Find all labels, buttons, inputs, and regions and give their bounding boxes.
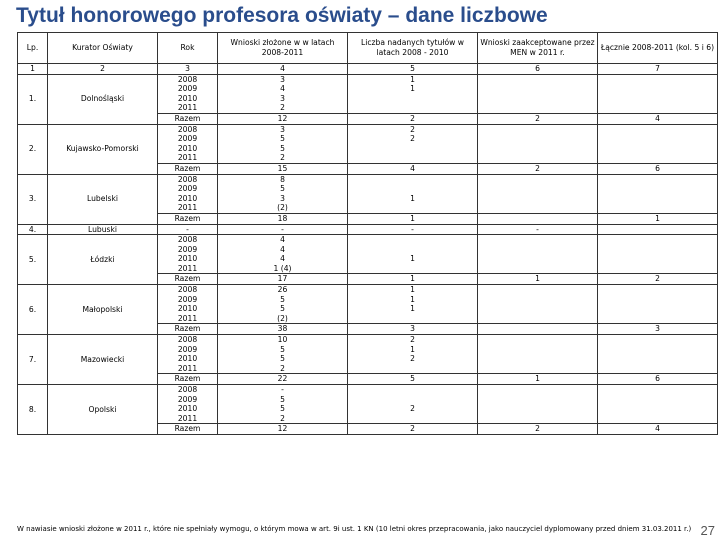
cell-line: 5 [280,304,285,314]
footnote: W nawiasie wnioski złożone w 2011 r., które nie spełniały wymogu, o którym mowa w art. 9i ust. 1 KN (10 letni okres przepracowania, jako nauczyciel dyplomowany przed dniem 31.03.2011 r.) [17,525,692,533]
kurator-name: Małopolski [48,285,158,335]
cell-line: 2009 [177,134,198,144]
cell-line: 2008 [177,285,198,295]
column-number: 6 [478,64,598,75]
men-cell [478,335,598,374]
total-men: 2 [478,424,598,435]
cell-line [350,94,475,104]
nadane-cell [348,235,478,274]
lacznie-cell [598,335,718,374]
total-nadane: 2 [348,113,478,124]
total-lacznie: 2 [598,274,718,285]
cell-line [350,144,475,154]
cell-line: 2 [410,335,415,345]
cell-line: 2011 [177,313,198,323]
cell-line: 4 [280,84,285,94]
total-wnioski: 22 [218,374,348,385]
header-cell: Lp. [18,33,48,64]
kurator-name: Łódzki [48,235,158,285]
cell-line: 2011 [177,263,198,273]
men-cell [478,385,598,424]
total-label: Razem [158,163,218,174]
cell-line: 5 [280,184,285,194]
cell-line: 2008 [177,174,198,184]
total-label: Razem [158,324,218,335]
cell-line: 8 [280,174,285,184]
nadane-cell [348,224,478,235]
cell-line [350,103,475,113]
table-row [18,224,718,235]
total-nadane: 1 [348,274,478,285]
men-cell [478,235,598,274]
kurator-name: Kujawsko-Pomorski [48,124,158,174]
column-number: 5 [348,64,478,75]
total-wnioski: 15 [218,163,348,174]
nadane-cell [348,124,478,163]
lacznie-cell [598,385,718,424]
cell-line: 4 [280,235,285,245]
cell-line: (2) [277,203,288,213]
cell-line: 1 [410,285,415,295]
column-number: 7 [598,64,718,75]
total-wnioski: 12 [218,113,348,124]
total-lacznie: 4 [598,424,718,435]
cell-line: 2 [280,363,285,373]
cell-line [350,235,475,245]
row-number: 3. [18,174,48,224]
kurator-name: Opolski [48,385,158,435]
cell-line: 1 [410,84,415,94]
men-cell [478,124,598,163]
cell-line: 4 [280,244,285,254]
nadane-cell [348,285,478,324]
year-cell [158,124,218,163]
kurator-name: Mazowiecki [48,335,158,385]
total-nadane: 3 [348,324,478,335]
cell-line: 3 [280,74,285,84]
table-row [18,74,718,113]
cell-line: 5 [280,344,285,354]
total-nadane: 1 [348,213,478,224]
cell-line: 2009 [177,84,198,94]
cell-line: 2 [410,124,415,134]
header-cell: Wnioski zaakceptowane przez MEN w 2011 r. [478,33,598,64]
cell-line: 2 [280,103,285,113]
cell-line: 2008 [177,74,198,84]
header-cell: Wnioski złożone w w latach 2008-2011 [218,33,348,64]
total-label: Razem [158,113,218,124]
wnioski-cell [218,124,348,163]
header-cell: Rok [158,33,218,64]
cell-line: 4 [280,254,285,264]
table-row [18,235,718,274]
table-row [18,335,718,374]
wnioski-cell [218,335,348,374]
cell-line [350,175,475,185]
cell-line: - [411,224,414,234]
total-label: Razem [158,213,218,224]
wnioski-cell [218,235,348,274]
total-label: Razem [158,374,218,385]
column-number: 4 [218,64,348,75]
cell-line: 2 [280,413,285,423]
cell-line: 3 [280,193,285,203]
cell-line: 1 [410,74,415,84]
cell-line: 2010 [177,354,198,364]
row-number: 2. [18,124,48,174]
cell-line [350,245,475,255]
cell-line: 2010 [177,143,198,153]
cell-line: 2011 [177,103,198,113]
cell-line: 1 [410,294,415,304]
wnioski-cell [218,385,348,424]
lacznie-cell [598,224,718,235]
cell-line: 10 [277,335,288,345]
cell-line [350,153,475,163]
kurator-name: Lubuski [48,224,158,235]
total-lacznie: 6 [598,163,718,174]
row-number: 4. [18,224,48,235]
cell-line: 2 [410,354,415,364]
table-row [18,124,718,163]
cell-line: 1 [410,304,415,314]
lacznie-cell [598,235,718,274]
cell-line: 2008 [177,124,198,134]
cell-line: 2009 [177,184,198,194]
column-number-row [18,64,718,75]
row-number: 7. [18,335,48,385]
total-wnioski: 12 [218,424,348,435]
row-number: 1. [18,74,48,124]
kurator-name: Dolnośląski [48,74,158,124]
column-number: 3 [158,64,218,75]
year-cell [158,235,218,274]
year-cell [158,174,218,213]
header-cell: Kurator Oświaty [48,33,158,64]
cell-line: 2010 [177,193,198,203]
cell-line: 2 [410,134,415,144]
cell-line [350,395,475,405]
nadane-cell [348,74,478,113]
wnioski-cell [218,224,348,235]
header-row [18,33,718,64]
total-lacznie: 1 [598,213,718,224]
total-men [478,324,598,335]
cell-line: 2011 [177,363,198,373]
cell-line [350,203,475,213]
column-number: 1 [18,64,48,75]
cell-line: 5 [280,394,285,404]
cell-line: 5 [280,404,285,414]
total-men: 2 [478,163,598,174]
total-nadane: 5 [348,374,478,385]
lacznie-cell [598,124,718,163]
cell-line: 2010 [177,254,198,264]
cell-line: 2011 [177,413,198,423]
total-nadane: 4 [348,163,478,174]
cell-line: 2 [280,153,285,163]
column-number: 2 [48,64,158,75]
cell-line: 2009 [177,294,198,304]
total-wnioski: 38 [218,324,348,335]
year-cell [158,385,218,424]
cell-line: 1 [410,193,415,203]
cell-line [350,314,475,324]
table-row [18,385,718,424]
nadane-cell [348,385,478,424]
data-table [17,32,718,435]
row-number: 6. [18,285,48,335]
cell-line: 2009 [177,394,198,404]
cell-line [350,184,475,194]
lacznie-cell [598,285,718,324]
year-cell [158,285,218,324]
nadane-cell [348,174,478,213]
cell-line: - [281,224,284,234]
cell-line: 2011 [177,153,198,163]
men-cell [478,74,598,113]
cell-line: 2011 [177,203,198,213]
cell-line: 2010 [177,404,198,414]
wnioski-cell [218,174,348,213]
total-label: Razem [158,424,218,435]
cell-line: 2008 [177,385,198,394]
cell-line: 1 (4) [273,263,292,273]
total-men: 1 [478,274,598,285]
cell-line: 1 [410,254,415,264]
cell-line: 5 [280,134,285,144]
header-cell: Łącznie 2008-2011 (kol. 5 i 6) [598,33,718,64]
cell-line: 5 [280,294,285,304]
lacznie-cell [598,174,718,213]
page-number: 27 [700,523,715,538]
page-title: Tytuł honorowego profesora oświaty – dane liczbowe [16,4,548,27]
cell-line: 1 [410,344,415,354]
wnioski-cell [218,74,348,113]
total-wnioski: 18 [218,213,348,224]
cell-line [350,385,475,395]
table-body [18,74,718,434]
lacznie-cell [598,74,718,113]
nadane-cell [348,335,478,374]
year-cell [158,74,218,113]
cell-line [350,414,475,424]
cell-line: 26 [277,285,288,295]
cell-line [350,364,475,374]
cell-line: 5 [280,354,285,364]
total-men: 1 [478,374,598,385]
cell-line: 5 [280,143,285,153]
row-number: 8. [18,385,48,435]
cell-line: 3 [280,93,285,103]
kurator-name: Lubelski [48,174,158,224]
men-cell [478,174,598,213]
cell-line: 2 [410,404,415,414]
table-row [18,174,718,213]
year-cell [158,224,218,235]
total-wnioski: 17 [218,274,348,285]
total-men: 2 [478,113,598,124]
cell-line: 2010 [177,304,198,314]
cell-line: 2009 [177,244,198,254]
total-lacznie: 6 [598,374,718,385]
table-row [18,285,718,324]
cell-line [350,264,475,274]
total-men [478,213,598,224]
men-cell [478,285,598,324]
cell-line: 2010 [177,93,198,103]
total-nadane: 2 [348,424,478,435]
header-cell: Liczba nadanych tytułów w latach 2008 - 2010 [348,33,478,64]
cell-line: 2008 [177,235,198,245]
total-lacznie: 4 [598,113,718,124]
total-lacznie: 3 [598,324,718,335]
row-number: 5. [18,235,48,285]
wnioski-cell [218,285,348,324]
cell-line: 3 [280,124,285,134]
cell-line: (2) [277,313,288,323]
cell-line: 2009 [177,344,198,354]
cell-line: - [186,224,189,234]
year-cell [158,335,218,374]
total-label: Razem [158,274,218,285]
men-cell: - [478,224,598,235]
data-table-wrapper [17,32,718,435]
cell-line: - [281,385,284,394]
cell-line: 2008 [177,335,198,345]
